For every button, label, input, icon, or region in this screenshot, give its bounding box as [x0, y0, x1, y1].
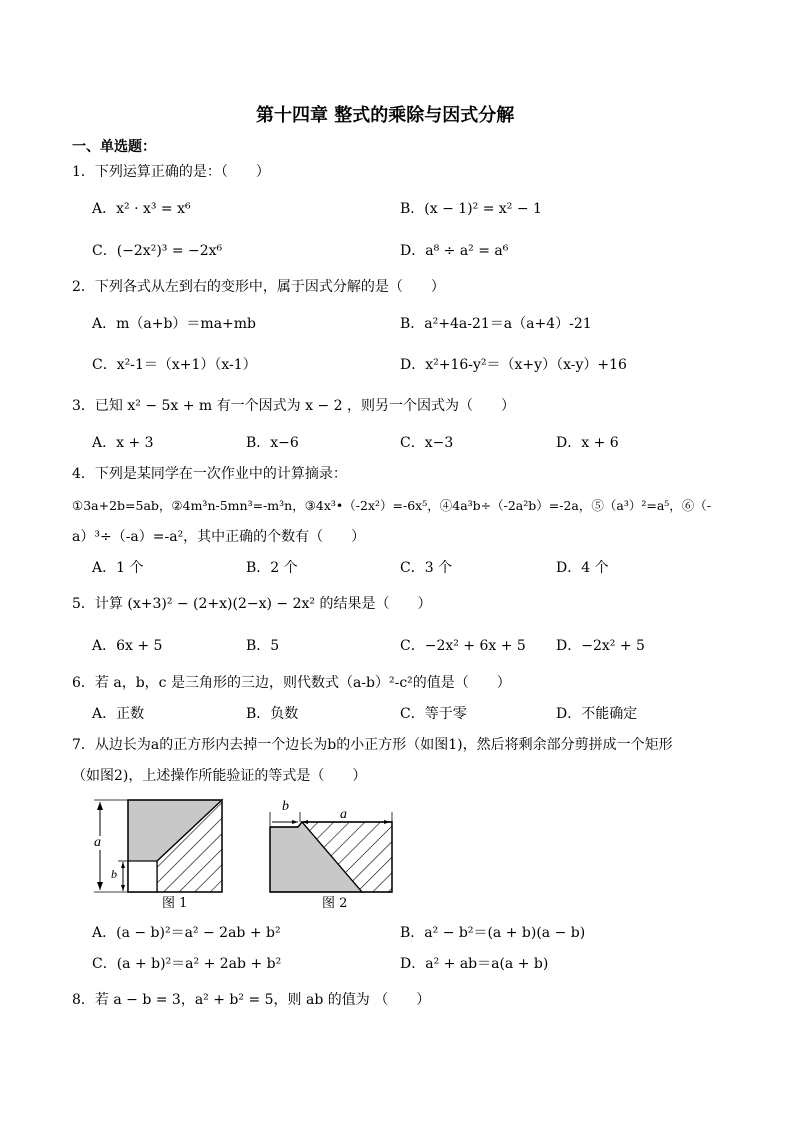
question-5-option-b: B．5: [246, 638, 280, 654]
question-3-option-c: C．x−3: [400, 435, 454, 451]
question-1-option-d: D．a⁸ ÷ a² = a⁶: [400, 243, 509, 259]
question-6-option-d: D．不能确定: [556, 706, 638, 722]
question-4-stem: 4．下列是某同学在一次作业中的计算摘录：: [72, 466, 347, 482]
question-6-option-b: B．负数: [246, 706, 299, 722]
question-2-stem: 2．下列各式从左到右的变形中，属于因式分解的是（ ）: [72, 279, 445, 295]
question-4-option-c: C．3 个: [400, 560, 453, 576]
question-8-stem: 8．若 a − b = 3，a² + b² = 5，则 ab 的值为 （ ）: [72, 992, 431, 1008]
question-3-option-d: D．x + 6: [556, 435, 619, 451]
figure-1-label-b: b: [111, 867, 117, 881]
question-7-line-1: 7．从边长为a的正方形内去掉一个边长为b的小正方形（如图1)，然后将剩余部分剪拼成一个矩形: [72, 737, 673, 753]
question-7-option-b: B．a² − b²＝(a + b)(a − b): [400, 925, 586, 941]
question-1-stem: 1．下列运算正确的是：（ ）: [72, 164, 270, 180]
question-7-option-a: A．(a − b)²＝a² − 2ab + b²: [92, 925, 281, 941]
section-heading: 一、单选题：: [72, 139, 156, 155]
question-3-option-b: B．x−6: [246, 435, 299, 451]
question-4-option-a: A．1 个: [92, 560, 144, 576]
question-1-option-a: A．x² · x³ = x⁶: [92, 201, 191, 217]
question-5-option-c: C．−2x² + 6x + 5: [400, 638, 526, 654]
figure-2-caption: 图 2: [322, 896, 348, 911]
figure-2-label-a: a: [340, 807, 347, 822]
figure-2-label-b: b: [282, 799, 289, 814]
question-4-option-d: D．4 个: [556, 560, 609, 576]
figure-2-diagram: [262, 800, 402, 895]
question-6-option-c: C．等于零: [400, 706, 467, 722]
figure-1-removed-square: [128, 861, 157, 892]
question-6-option-a: A．正数: [92, 706, 145, 722]
question-5-option-a: A．6x + 5: [92, 638, 163, 654]
question-2-option-b: B．a²+4a-21＝a（a+4）-21: [400, 316, 592, 332]
question-5-stem: 5．计算 (x+3)² − (2+x)(2−x) − 2x² 的结果是（ ）: [72, 596, 432, 612]
question-2-option-c: C．x²-1＝（x+1）（x-1）: [92, 357, 257, 373]
question-1-option-b: B．(x − 1)² = x² − 1: [400, 201, 542, 217]
page-title: 第十四章 整式的乘除与因式分解: [256, 105, 515, 126]
question-7-line-2: （如图2)，上述操作所能验证的等式是（ ）: [72, 768, 367, 784]
question-2-option-d: D．x²+16-y²＝（x+y）（x-y）+16: [400, 357, 627, 373]
question-4-line-2: a）³÷（-a）=-a²，其中正确的个数有（ ）: [72, 529, 366, 545]
question-4-option-b: B．2 个: [246, 560, 298, 576]
question-6-stem: 6．若 a，b，c 是三角形的三边，则代数式（a-b）²-c²的值是（ ）: [72, 675, 511, 691]
question-7-option-d: D．a² + ab＝a(a + b): [400, 956, 549, 972]
figure-1-label-a: a: [94, 835, 101, 850]
figure-1-diagram: [88, 796, 228, 911]
question-3-stem: 3．已知 x² − 5x + m 有一个因式为 x − 2 ，则另一个因式为（ ）: [72, 398, 515, 414]
question-4-line-1: ①3a+2b=5ab，②4m³n-5mn³=-m³n，③4x³•（-2x²）=-6x⁵，④4a³b÷（-2a²b）=-2a，⑤（a³）²=a⁵，⑥（-: [72, 498, 712, 513]
figure-1-caption: 图 1: [162, 896, 188, 911]
question-1-option-c: C．(−2x²)³ = −2x⁶: [92, 243, 223, 259]
question-5-option-d: D．−2x² + 5: [556, 638, 645, 654]
question-2-option-a: A．m（a+b）＝ma+mb: [92, 316, 257, 332]
question-3-option-a: A．x + 3: [92, 435, 154, 451]
question-7-option-c: C．(a + b)²＝a² + 2ab + b²: [92, 956, 282, 972]
